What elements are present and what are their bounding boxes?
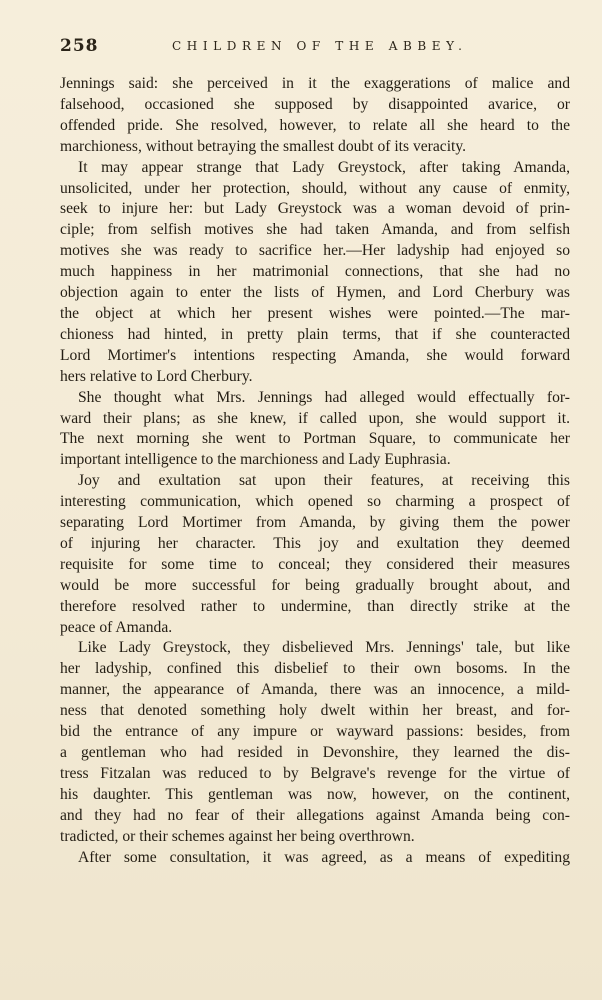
text-line: peace of Amanda. — [60, 618, 173, 636]
text-line: Jennings said: she perceived in it the exaggerations of malice and — [60, 75, 570, 92]
text-line: important intelligence to the marchioness and Lady Euphrasia. — [60, 451, 451, 469]
text-line: unsolicited, under her protection, should, without any cause of enmity, — [60, 179, 570, 197]
text-line: She thought what Mrs. Jennings had alleged would effectually for- — [78, 388, 570, 406]
text-line: It may appear strange that Lady Greystock, after taking Amanda, — [78, 158, 570, 176]
text-line: chioness had hinted, in pretty plain terms, that if she counteracted — [60, 325, 570, 343]
text-line: bid the entrance of any impure or wayward passions: besides, from — [60, 723, 570, 741]
text-line: tradicted, or their schemes against her being overthrown. — [60, 827, 415, 845]
text-line: his daughter. This gentleman was now, however, on the continent, — [60, 785, 570, 803]
text-line: separating Lord Mortimer from Amanda, by giving them the power — [60, 514, 570, 532]
text-line: a gentleman who had resided in Devonshire, they learned the dis- — [60, 744, 570, 761]
text-line: seek to injure her: but Lady Greystock was a woman devoid of prin- — [60, 200, 570, 218]
text-line: motives she was ready to sacrifice her.—Her ladyship had enjoyed so — [60, 242, 570, 260]
text-line: her ladyship, confined this disbelief to their own bosoms. In the — [60, 660, 570, 678]
text-line: Like Lady Greystock, they disbelieved Mrs. Jennings' tale, but like — [78, 639, 570, 657]
text-line: falsehood, occasioned she supposed by disappointed avarice, or — [60, 95, 570, 113]
text-line: ciple; from selfish motives she had taken Amanda, and from selfish — [60, 221, 570, 239]
text-line: Lord Mortimer's intentions respecting Amanda, she would forward — [60, 346, 570, 364]
text-line: manner, the appearance of Amanda, there was an innocence, a mild- — [60, 681, 570, 699]
text-line: tress Fitzalan was reduced to by Belgrave's revenge for the virtue of — [60, 764, 570, 782]
text-line: much happiness in her matrimonial connections, that she had no — [60, 263, 570, 281]
text-line: the object at which her present wishes were pointed.—The mar- — [60, 304, 570, 322]
text-line: offended pride. She resolved, however, to relate all she heard to the — [60, 116, 570, 134]
text-line: The next morning she went to Portman Square, to communicate her — [60, 430, 570, 448]
text-line: Joy and exultation sat upon their features, at receiving this — [78, 472, 570, 490]
text-line: of injuring her character. This joy and exultation they deemed — [60, 534, 570, 552]
page-number: 258 — [60, 36, 99, 56]
page-header — [60, 36, 576, 60]
text-line: objection again to enter the lists of Hymen, and Lord Cherbury was — [60, 284, 570, 302]
running-title: CHILDREN OF THE ABBEY. — [172, 39, 468, 53]
text-line: ness that denoted something holy dwelt within her breast, and for- — [60, 702, 570, 720]
text-line: therefore resolved rather to undermine, than directly strike at the — [60, 597, 570, 615]
text-line: would be more successful for being gradually brought about, and — [60, 576, 570, 594]
text-line: interesting communication, which opened so charming a prospect of — [60, 493, 570, 511]
text-line: marchioness, without betraying the smallest doubt of its veracity. — [60, 137, 467, 155]
text-line: After some consultation, it was agreed, as a means of expediting — [78, 848, 570, 866]
text-line: and they had no fear of their allegations against Amanda being con- — [60, 806, 570, 824]
text-line: ward their plans; as she knew, if called upon, she would support it. — [60, 409, 570, 427]
body-text — [60, 74, 570, 868]
text-line: requisite for some time to conceal; they considered their measures — [60, 555, 570, 573]
text-line: hers relative to Lord Cherbury. — [60, 367, 253, 385]
